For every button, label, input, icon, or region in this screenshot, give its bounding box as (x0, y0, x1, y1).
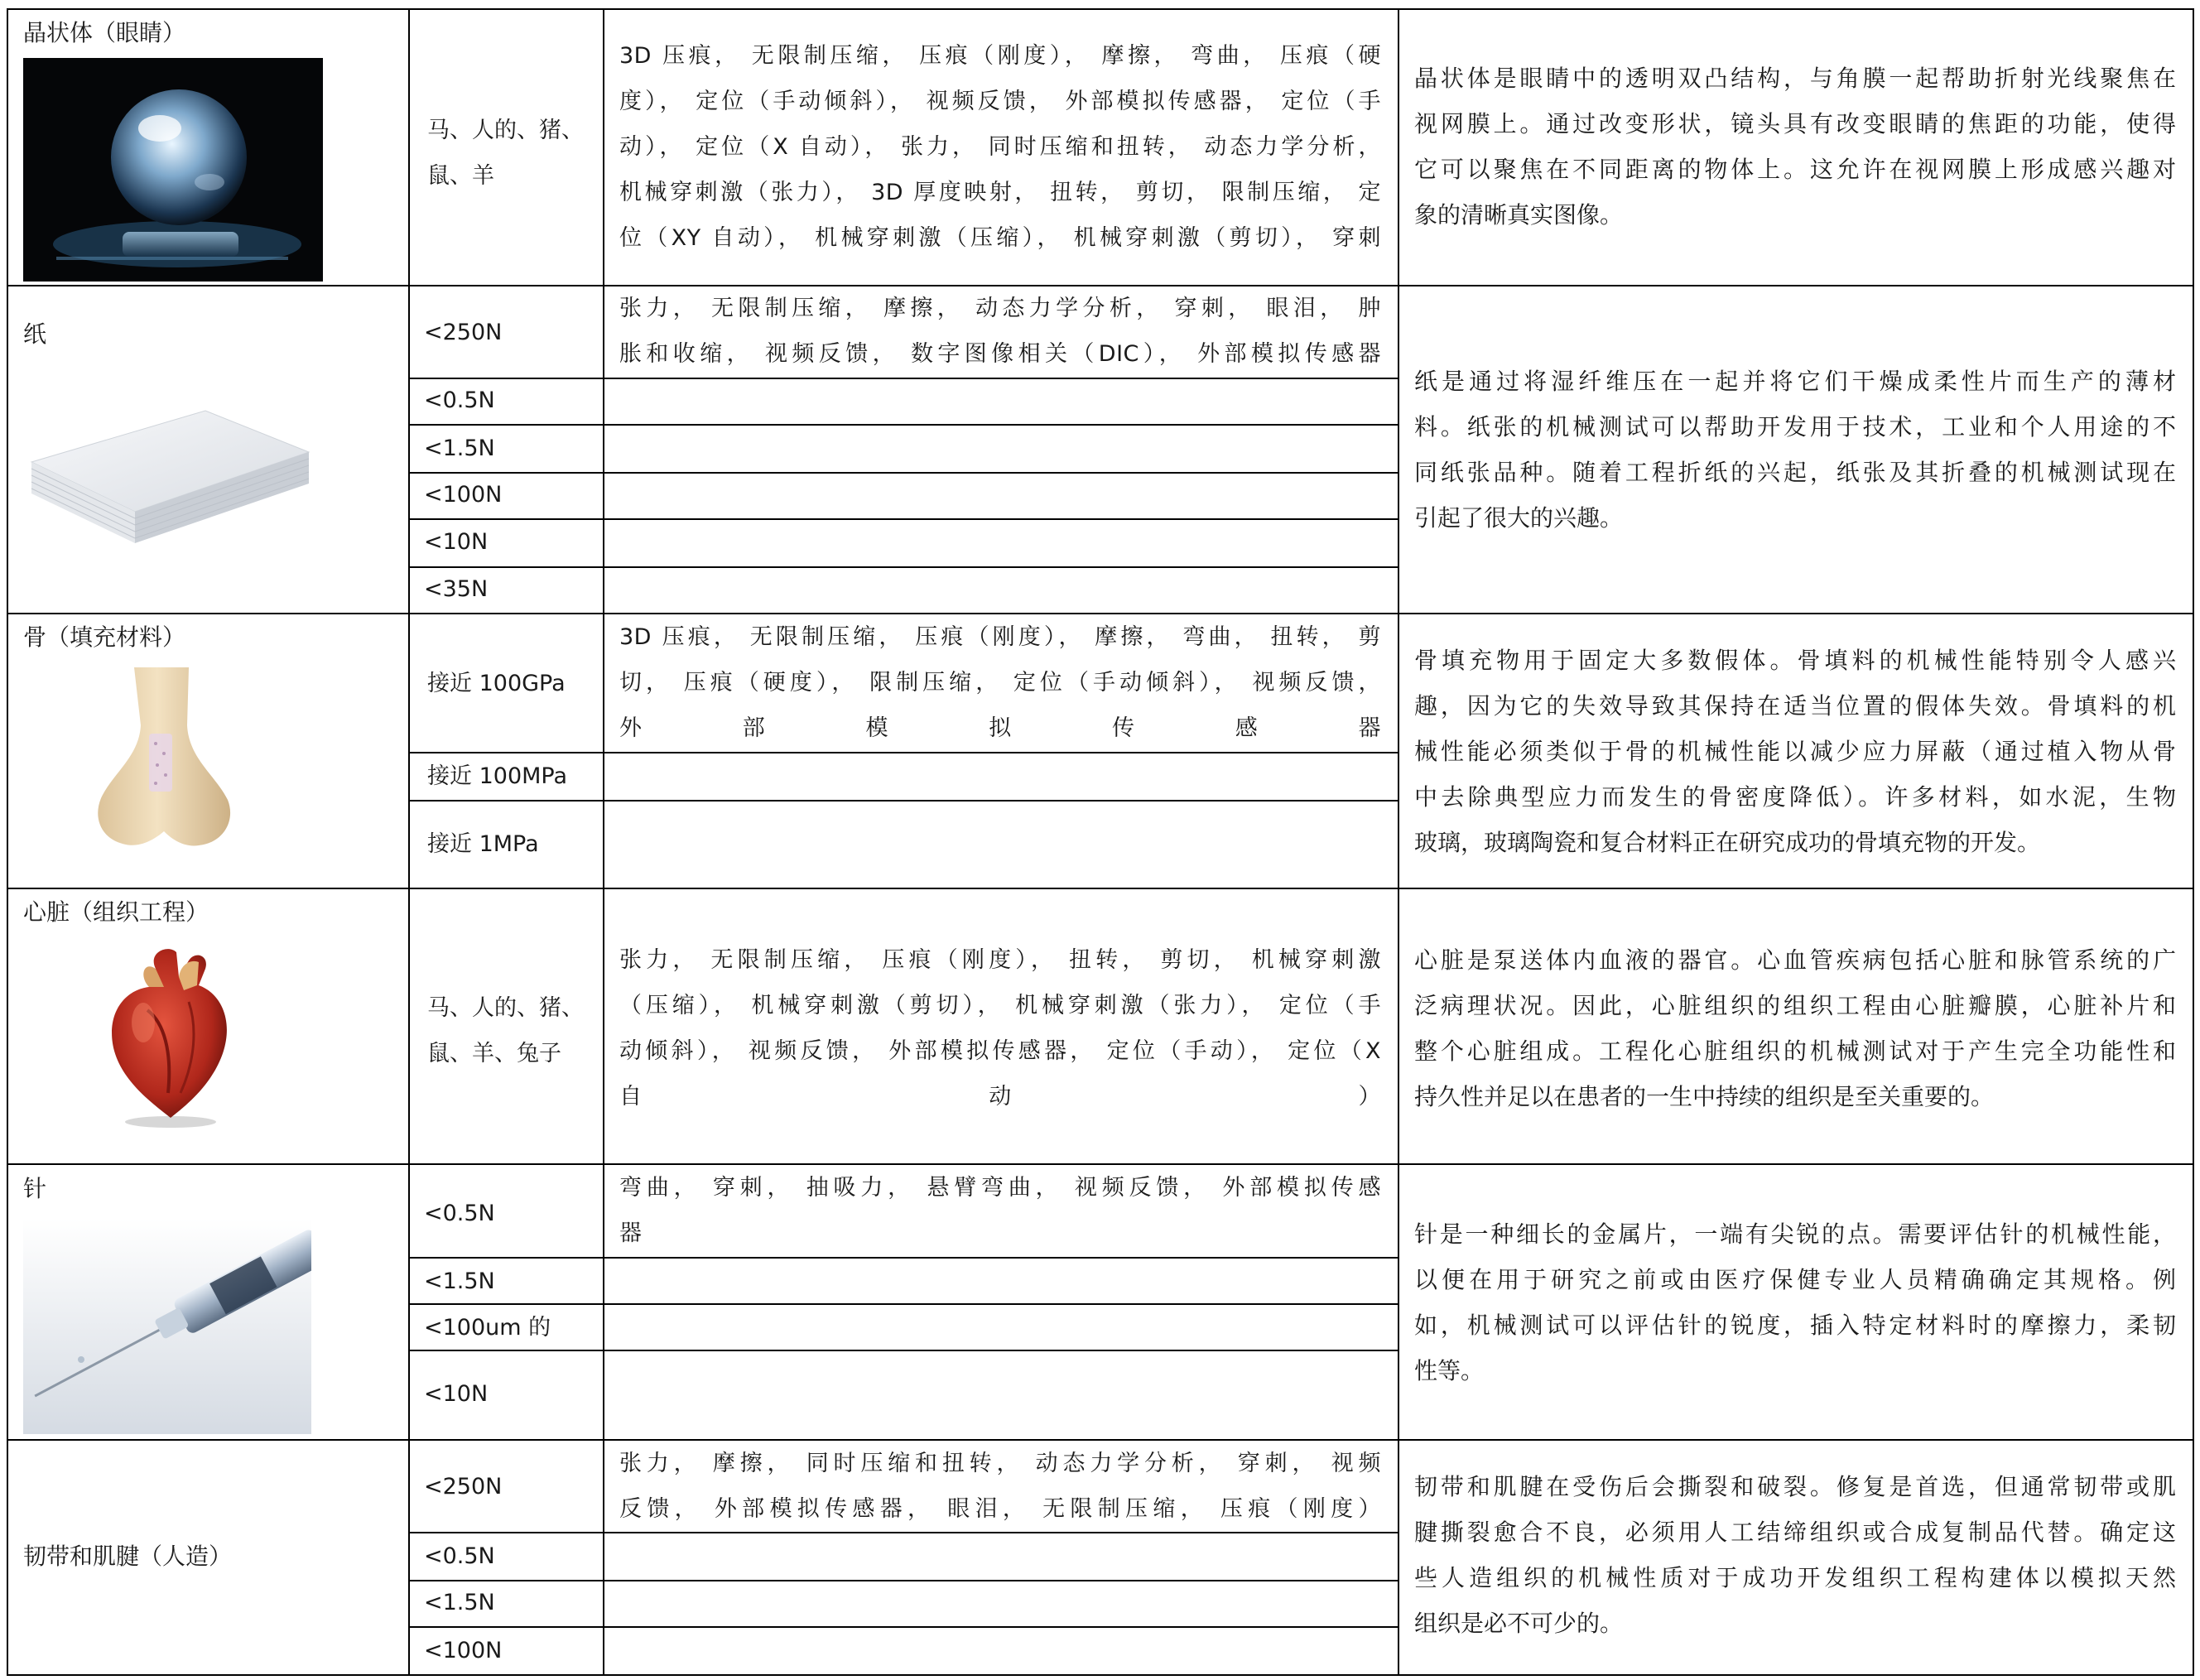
range-line: <100um 的 (424, 1315, 551, 1341)
range-line: <100N (424, 1638, 503, 1663)
range-line: <35N (424, 576, 489, 602)
description-ligament: 韧带和肌腱在受伤后会撕裂和破裂。修复是首选，但通常韧带或肌 腱撕裂愈合不良，必须用人工结缔组织或合成复制品代替。确定这 些人造组织的机械性质对于成功开发组织工程构建体以模拟天然 组织是必不可少的。 (1414, 1473, 2176, 1637)
range-line: <100N (424, 482, 503, 508)
description-lens: 晶状体是眼睛中的透明双凸结构，与角膜一起帮助折射光线聚焦在 视网膜上。通过改变形状，镜头具有改变眼睛的焦距的功能，使得 它可以聚焦在不同距离的物体上。这允许在视网膜上形成感兴趣对 象的清晰真实图像。 (1414, 65, 2176, 229)
range-line: 马、人的、猪、 鼠、羊、兔子 (427, 995, 584, 1066)
description-paper: 纸是通过将湿纤维压在一起并将它们干燥成柔性片而生产的薄材 料。纸张的机械测试可以帮助开发用于技术，工业和个人用途的不 同纸张品种。随着工程折纸的兴起，纸张及其折叠的机械测试现在 引起了很大的兴趣。 (1414, 368, 2176, 532)
range-line: <0.5N (424, 1543, 495, 1569)
tests-ligament: 张力， 摩擦， 同时压缩和扭转， 动态力学分析， 穿刺， 视频 反馈， 外部模拟传感器， 眼泪， 无限制压缩， 压痕（刚度） (619, 1451, 1381, 1522)
material-name-heart: 心脏（组织工程） (23, 898, 209, 926)
description-bone: 骨填充物用于固定大多数假体。骨填料的机械性能特别令人感兴 趣，因为它的失效导致其保持在适当位置的假体失效。骨填料的机 械性能必须类似于骨的机械性能以减少应力屏蔽（通过植入物从骨 中去除典型应力而发生的骨密度降低）。许多材料，如水泥，生物 玻璃，玻璃陶瓷和复合材料正在研究成功的骨填充物的开发。 (1414, 647, 2176, 856)
tests-paper: 张力， 无限制压缩， 摩擦， 动态力学分析， 穿刺， 眼泪， 肿 胀和收缩， 视频反馈， 数字图像相关（DIC）， 外部模拟传感器 (619, 296, 1381, 367)
range-line: 接近 1MPa (427, 831, 539, 857)
range-line: <250N (424, 320, 503, 345)
range-line: <1.5N (424, 1590, 495, 1615)
description-heart: 心脏是泵送体内血液的器官。心血管疾病包括心脏和脉管系统的广 泛病理状况。因此，心脏组织的组织工程由心脏瓣膜，心脏补片和 整个心脏组成。工程化心脏组织的机械测试对于产生完全功能性和 持久性并足以在患者的一生中持续的组织是至关重要的。 (1414, 946, 2176, 1110)
range-line: <0.5N (424, 388, 495, 413)
tests-bone: 3D 压痕， 无限制压缩， 压痕（刚度）， 摩擦， 弯曲， 扭转， 剪 切， 压痕（硬度）， 限制压缩， 定位（手动倾斜）， 视频反馈， 外部模拟传感器 (619, 624, 1381, 741)
tests-lens: 3D 压痕， 无限制压缩， 压痕（刚度）， 摩擦， 弯曲， 压痕（硬 度）， 定位（手动倾斜）， 视频反馈， 外部模拟传感器， 定位（手 动）， 定位（X 自动）， 张力， 同时压缩和扭转， 动态力学分析， 机械穿刺激（张力）， 3D 厚度映射， 扭转， 剪切， 限制压缩， 定 位（XY 自动）， 机械穿刺激（压缩）， 机械穿刺激（剪切）， 穿刺 (619, 43, 1381, 251)
heart-photo (98, 944, 243, 1130)
range-line: <10N (424, 1381, 489, 1407)
range-line: <1.5N (424, 1268, 495, 1294)
material-name-paper: 纸 (23, 320, 47, 348)
bone-photo (91, 667, 236, 850)
material-name-lens: 晶状体（眼睛） (23, 19, 186, 46)
material-name-needle: 针 (23, 1175, 47, 1202)
lens-photo (23, 58, 323, 282)
tests-needle: 弯曲， 穿刺， 抽吸力， 悬臂弯曲， 视频反馈， 外部模拟传感 器 (619, 1175, 1381, 1246)
range-line: <0.5N (424, 1201, 495, 1226)
tests-heart: 张力， 无限制压缩， 压痕（刚度）， 扭转， 剪切， 机械穿刺激 （压缩）， 机械穿刺激（剪切）， 机械穿刺激（张力）， 定位（手 动倾斜）， 视频反馈， 外部模拟传感器， 定位（手动）， 定位（X 自动） (619, 947, 1381, 1110)
range-line: <10N (424, 529, 489, 555)
range-line: <1.5N (424, 436, 495, 461)
syringe-photo (23, 1219, 311, 1434)
material-name-ligament: 韧带和肌腱（人造） (23, 1543, 233, 1570)
description-needle: 针是一种细长的金属片，一端有尖锐的点。需要评估针的机械性能， 以便在用于研究之前或由医疗保健专业人员精确确定其规格。例 如，机械测试可以评估针的锐度，插入特定材料时的摩擦力，柔韧 性等。 (1414, 1220, 2176, 1384)
material-name-bone: 骨（填充材料） (23, 623, 186, 651)
range-line: 马、人的、猪、 鼠、羊 (427, 118, 584, 189)
range-line: 接近 100MPa (427, 763, 568, 789)
range-line: <250N (424, 1474, 503, 1499)
paper-stack-photo (23, 402, 313, 550)
range-line: 接近 100GPa (427, 671, 566, 696)
